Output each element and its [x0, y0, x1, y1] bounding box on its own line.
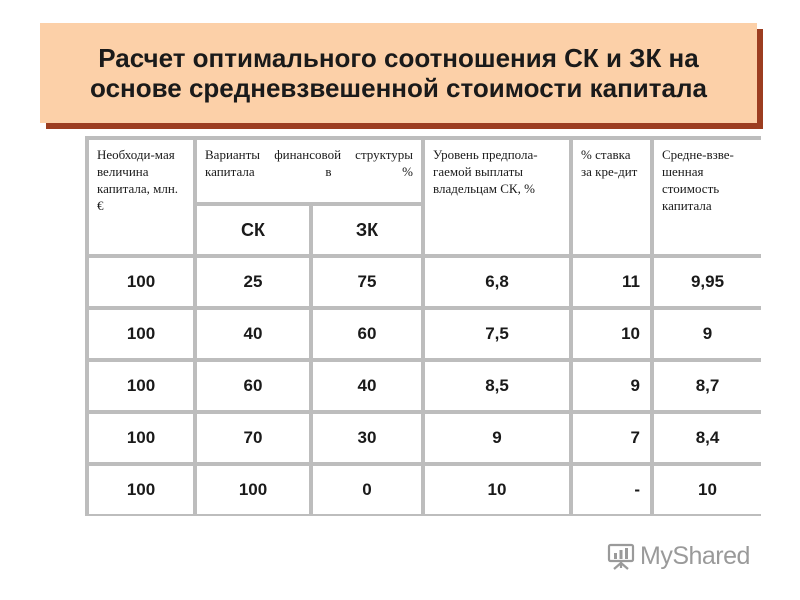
cell-wacc: 10	[654, 466, 761, 514]
table-row	[89, 466, 761, 514]
cell-rate: 10	[573, 310, 650, 358]
cell-wacc: 8,4	[654, 414, 761, 462]
cell-debt: 0	[313, 466, 421, 514]
cell-wacc: 9,95	[654, 258, 761, 306]
cell-rate: 11	[573, 258, 650, 306]
cell-payout: 8,5	[425, 362, 569, 410]
cell-equity: 40	[197, 310, 309, 358]
cell-rate: 7	[573, 414, 650, 462]
cell-capital: 100	[89, 258, 193, 306]
cell-capital: 100	[89, 362, 193, 410]
cell-debt: 30	[313, 414, 421, 462]
cell-debt: 40	[313, 362, 421, 410]
title-line-2: основе средневзвешенной стоимости капитала	[90, 73, 707, 103]
cell-equity: 70	[197, 414, 309, 462]
header-debt: ЗК	[313, 206, 421, 254]
capital-structure-table	[85, 136, 761, 516]
table-row	[89, 310, 761, 358]
header-capital: Необходи-мая величина капитала, млн. €	[89, 140, 193, 254]
cell-capital: 100	[89, 414, 193, 462]
cell-debt: 60	[313, 310, 421, 358]
cell-wacc: 8,7	[654, 362, 761, 410]
header-variants: Варианты финансовой структуры капитала в %	[197, 140, 421, 202]
title-line-1: Расчет оптимального соотношения СК и ЗК на	[98, 43, 699, 73]
header-payout: Уровень предпола-гаемой выплаты владельцам СК, %	[425, 140, 569, 254]
header-rate: % ставка за кре-дит	[573, 140, 650, 254]
cell-rate: -	[573, 466, 650, 514]
watermark-text: MyShared	[640, 541, 750, 570]
cell-payout: 6,8	[425, 258, 569, 306]
cell-equity: 25	[197, 258, 309, 306]
cell-wacc: 9	[654, 310, 761, 358]
presentation-board-icon	[606, 541, 636, 571]
cell-equity: 100	[197, 466, 309, 514]
cell-debt: 75	[313, 258, 421, 306]
table-row	[89, 362, 761, 410]
cell-equity: 60	[197, 362, 309, 410]
cell-rate: 9	[573, 362, 650, 410]
data-table	[85, 136, 765, 518]
watermark-logo	[606, 538, 771, 574]
cell-capital: 100	[89, 310, 193, 358]
header-equity: СК	[197, 206, 309, 254]
header-wacc: Средне-взве-шенная стоимость капитала	[654, 140, 761, 254]
cell-capital: 100	[89, 466, 193, 514]
title-banner	[40, 23, 757, 123]
cell-payout: 7,5	[425, 310, 569, 358]
cell-payout: 9	[425, 414, 569, 462]
table-row	[89, 414, 761, 462]
table-row	[89, 258, 761, 306]
cell-payout: 10	[425, 466, 569, 514]
